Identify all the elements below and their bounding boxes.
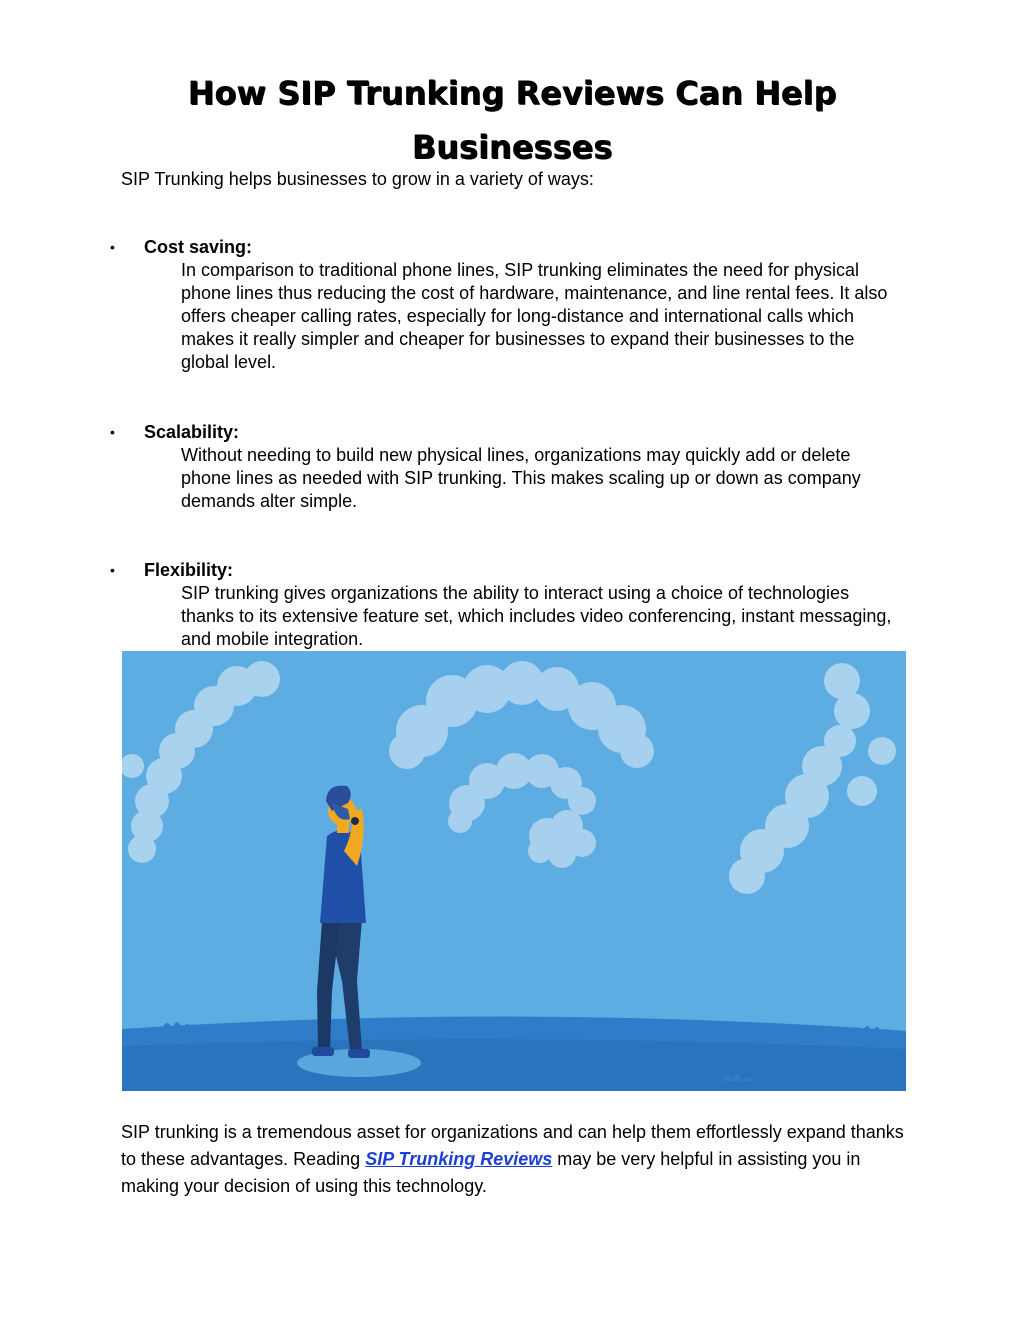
- ground-shadow: [122, 1039, 906, 1091]
- sip-trunking-reviews-link[interactable]: SIP Trunking Reviews: [365, 1149, 553, 1169]
- closing-text-after: may be very helpful in assisting you in making your decision of using this technology.: [121, 1149, 861, 1196]
- item-body: Without needing to build new physical lines, organizations may quickly add or delete phone lines as needed with SIP trunking. This makes scaling up or down as company demands alter simple.: [181, 445, 861, 511]
- item-heading: Flexibility:: [144, 560, 234, 580]
- page-title: How SIP Trunking Reviews Can Help Businesses: [187, 74, 837, 166]
- bullet-icon: •: [110, 424, 115, 440]
- bullet-icon: •: [110, 239, 115, 255]
- item-body: In comparison to traditional phone lines, SIP trunking eliminates the need for physical phone lines thus reducing the cost of hardware, maintenance, and line rental fees. It also offers cheaper calling rates, especially for long-distance and international calls which makes it really simpler and cheaper for businesses to expand their businesses to the global level.: [181, 260, 888, 372]
- bullet-icon: •: [110, 562, 115, 578]
- wifi-cloud-illustration: [122, 651, 906, 1091]
- intro-text: SIP Trunking helps businesses to grow in a variety of ways:: [121, 169, 594, 189]
- closing-text-before: SIP trunking is a tremendous asset for organizations and can help them effortlessly expand thanks to these advantages. Reading: [121, 1122, 904, 1169]
- item-heading: Scalability:: [144, 422, 240, 442]
- hero-illustration: [122, 651, 906, 1091]
- item-heading: Cost saving:: [144, 237, 253, 257]
- item-body: SIP trunking gives organizations the ability to interact using a choice of technologies thanks to its extensive feature set, which includes video conferencing, instant messaging, and mobile integration.: [181, 583, 892, 649]
- closing-paragraph: [121, 1119, 911, 1200]
